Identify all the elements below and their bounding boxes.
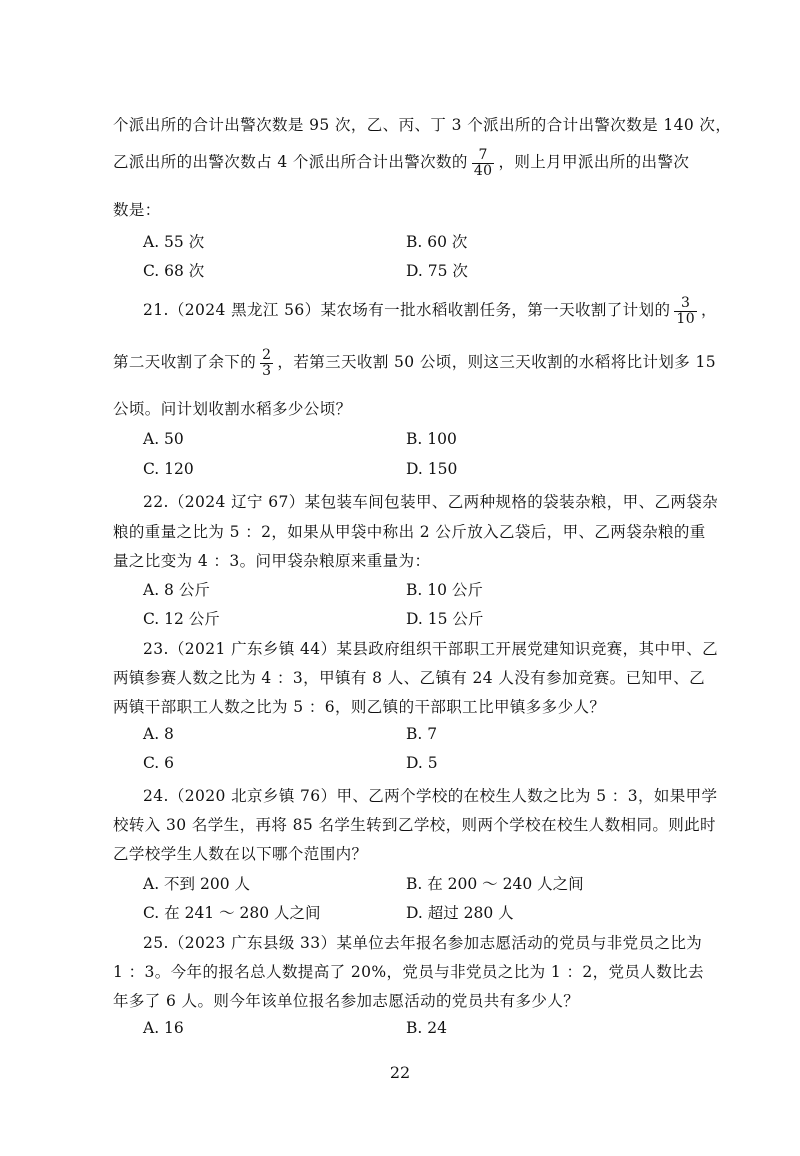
q21-line-1-post: ， (701, 301, 717, 320)
q23-option-b: B. 7 (406, 725, 438, 743)
q20-line-2-pre: 乙派出所的出警次数占 4 个派出所合计出警次数的 (113, 153, 468, 172)
q25-line-3: 年多了 6 人。则今年该单位报名参加志愿活动的党员共有多少人？ (113, 992, 580, 1010)
q24-option-c: C. 在 241 ～ 280 人之间 (143, 904, 321, 922)
q21-line-2-pre: 第二天收割了余下的 (113, 353, 257, 372)
q21-option-c: C. 120 (143, 460, 194, 478)
fraction-numerator: 2 (262, 347, 272, 363)
q24-option-a: A. 不到 200 人 (143, 875, 250, 893)
q21-line-1 (143, 296, 717, 326)
q25-option-a: A. 16 (143, 1019, 184, 1037)
fraction-numerator: 3 (681, 295, 691, 311)
fraction-denominator: 40 (473, 162, 493, 179)
q20-line-2 (113, 148, 689, 178)
q20-option-b: B. 60 次 (406, 233, 468, 251)
q22-option-c: C. 12 公斤 (143, 610, 220, 628)
q21-option-d: D. 150 (406, 460, 458, 478)
q24-option-b: B. 在 200 ～ 240 人之间 (406, 875, 584, 893)
q25-line-2: 1 ：3。今年的报名总人数提高了 20%，党员与非党员之比为 1 ：2，党员人数比去 (113, 963, 704, 981)
q21-line-1-pre: 21.（2024 黑龙江 56）某农场有一批水稻收割任务，第一天收割了计划的 (143, 301, 671, 320)
q20-option-c: C. 68 次 (143, 262, 205, 280)
q25-line-1: 25.（2023 广东县级 33）某单位去年报名参加志愿活动的党员与非党员之比为 (143, 934, 703, 952)
q22-option-b: B. 10 公斤 (406, 581, 483, 599)
q23-line-1: 23.（2021 广东乡镇 44）某县政府组织干部职工开展党建知识竞赛，其中甲、乙 (143, 640, 719, 658)
q21-fraction-2 (260, 348, 273, 378)
q23-option-a: A. 8 (143, 725, 174, 743)
q22-line-2: 粮的重量之比为 5 ：2，如果从甲袋中称出 2 公斤放入乙袋后，甲、乙两袋杂粮的重 (113, 523, 706, 541)
q22-line-3: 量之比变为 4 ：3。问甲袋杂粮原来重量为： (113, 552, 431, 570)
page-number: 22 (389, 1063, 411, 1082)
q25-option-b: B. 24 (406, 1019, 447, 1037)
q24-line-1: 24.（2020 北京乡镇 76）甲、乙两个学校的在校生人数之比为 5 ：3，如果甲学 (143, 787, 718, 805)
fraction-denominator: 3 (262, 362, 272, 379)
q21-fraction-1 (674, 296, 697, 326)
q21-option-a: A. 50 (143, 430, 184, 448)
q23-option-d: D. 5 (406, 754, 438, 772)
q20-option-d: D. 75 次 (406, 262, 468, 280)
q20-fraction (472, 148, 495, 178)
q24-line-3: 乙学校学生人数在以下哪个范围内？ (113, 845, 368, 863)
q21-line-3: 公顷。问计划收割水稻多少公顷？ (113, 400, 352, 418)
fraction-numerator: 7 (478, 147, 488, 163)
fraction-denominator: 10 (676, 310, 696, 327)
q23-option-c: C. 6 (143, 754, 175, 772)
q20-option-a: A. 55 次 (143, 233, 205, 251)
q21-line-2 (113, 348, 716, 378)
q24-line-2: 校转入 30 名学生，再将 85 名学生转到乙学校，则两个学校在校生人数相同。则此时 (113, 816, 716, 834)
q20-line-2-post: ，则上月甲派出所的出警次 (498, 153, 690, 172)
q23-line-3: 两镇干部职工人数之比为 5 ：6，则乙镇的干部职工比甲镇多多少人？ (113, 698, 606, 716)
q23-line-2: 两镇参赛人数之比为 4 ：3，甲镇有 8 人、乙镇有 24 人没有参加竞赛。已知甲、乙 (113, 669, 706, 687)
q20-line-3: 数是： (113, 201, 161, 219)
q21-line-2-post: ，若第三天收割 50 公顷，则这三天收割的水稻将比计划多 15 (277, 353, 717, 372)
q22-line-1: 22.（2024 辽宁 67）某包装车间包装甲、乙两种规格的袋装杂粮，甲、乙两袋杂 (143, 493, 719, 511)
q22-option-a: A. 8 公斤 (143, 581, 210, 599)
q24-option-d: D. 超过 280 人 (406, 904, 514, 922)
q21-option-b: B. 100 (406, 430, 457, 448)
q20-line-1: 个派出所的合计出警次数是 95 次，乙、丙、丁 3 个派出所的合计出警次数是 140 次， (113, 116, 732, 134)
q22-option-d: D. 15 公斤 (406, 610, 484, 628)
